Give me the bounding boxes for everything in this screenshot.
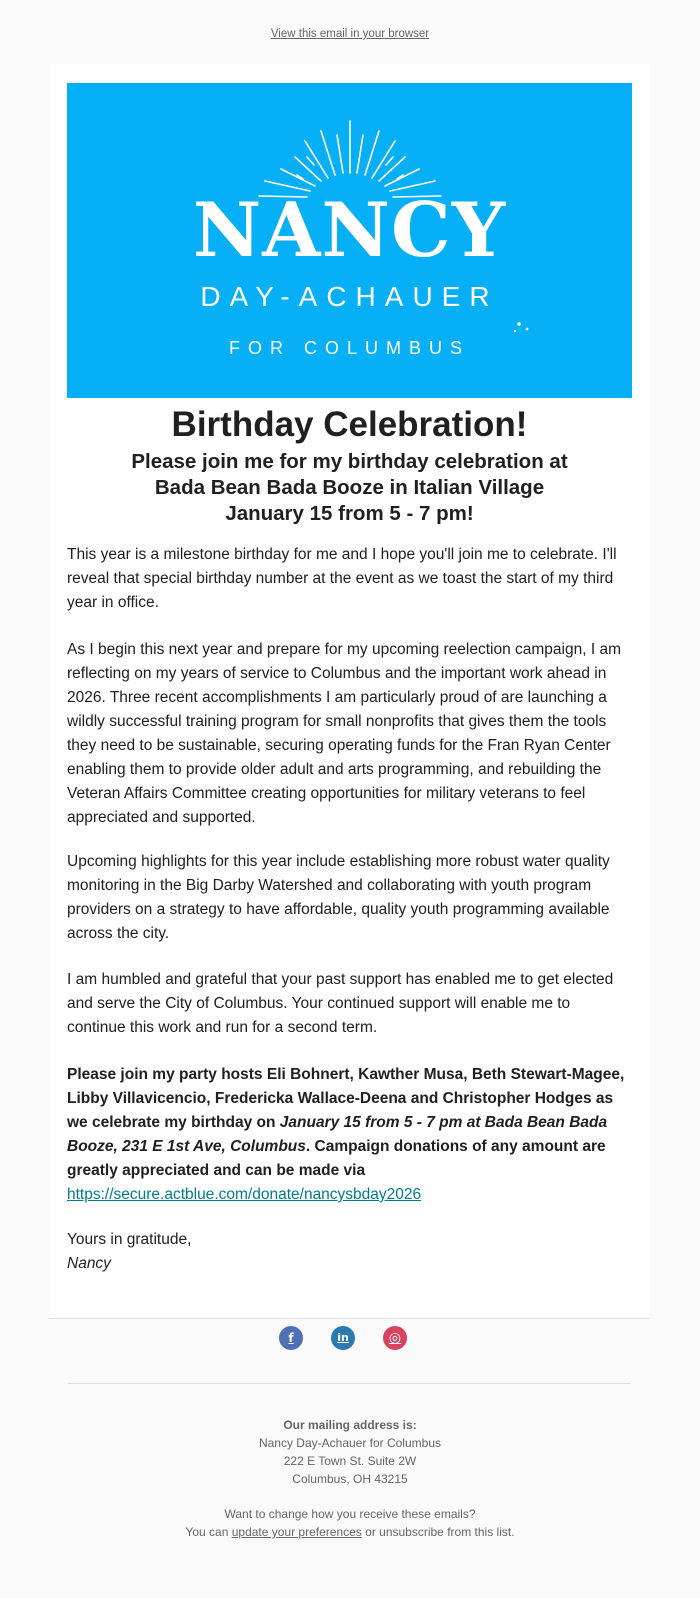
headline-line-2: Bada Bean Bada Booze in Italian Village (154, 476, 545, 499)
party-hosts-text: Please join my party hosts Eli Bohnert, Kawther Musa, Beth Stewart-Magee, Libby Villavicencio, Fredericka Wallace-Deena and Christopher Hodges as we celebrate my birthday on (67, 1066, 625, 1131)
mailing-heading: Our mailing address is: (283, 1418, 417, 1432)
logo-tagline: FOR COLUMBUS (228, 338, 470, 358)
party-hosts-paragraph (67, 1063, 632, 1207)
view-in-browser-link[interactable]: View this email in your browser (270, 28, 430, 40)
instagram-icon[interactable]: ◎ (383, 1326, 407, 1350)
logo-subname: DAY-ACHAUER (200, 281, 499, 312)
mailing-address (0, 1416, 700, 1488)
signoff: Yours in gratitude, (67, 1231, 192, 1248)
street-address: 222 E Town St. Suite 2W (283, 1454, 417, 1468)
preheader (0, 28, 700, 40)
signoff-block (67, 1228, 632, 1276)
headline-line-3: January 15 from 5 - 7 pm! (225, 502, 474, 525)
headline-line-1: Please join me for my birthday celebration at (131, 450, 568, 473)
paragraph-4: I am humbled and grateful that your past support has enabled me to get elected and serve the City of Columbus. Your continued support will enable me to continue this work and run for a second term. (67, 971, 614, 1036)
paragraph-1: This year is a milestone birthday for me and I hope you'll join me to celebrate. I'll reveal that special birthday number at the event as we toast the start of my third year in office. (67, 546, 617, 611)
update-preferences-link[interactable]: update your preferences (231, 1525, 362, 1539)
social-links (0, 1326, 700, 1350)
signature: Nancy (67, 1255, 111, 1272)
campaign-banner (67, 83, 632, 398)
donation-text: . Campaign donations of any amount are greatly appreciated and can be made via (67, 1138, 606, 1179)
org-name: Nancy Day-Achauer for Columbus (258, 1436, 442, 1450)
footer-divider (49, 1318, 650, 1319)
paragraph-2: As I begin this next year and prepare for my upcoming reelection campaign, I am reflecting on my years of service to Columbus and the important work ahead in 2026. Three recent accomplishments I am particularly proud of are launching a wildly successful training program for small nonprofits that gives them the tools they need to be sustainable, securing operating funds for the Fran Ryan Center enabling them to provide older adult and arts programming, and rebuilding the Veteran Affairs Committee creating opportunities for military veterans to feel appreciated and supported. (67, 641, 621, 826)
logo-name: NANCY (192, 186, 507, 274)
change-prompt: Want to change how you receive these emails? (224, 1507, 476, 1521)
facebook-icon[interactable]: f (279, 1326, 303, 1350)
you-can-text: You can (185, 1525, 232, 1539)
headline-title: Birthday Celebration! (171, 405, 528, 444)
email-card (49, 64, 650, 1318)
event-details: January 15 from 5 - 7 pm at Bada Bean Bada Booze, 231 E 1st Ave, Columbus (67, 1114, 608, 1155)
linkedin-icon[interactable]: in (331, 1326, 355, 1350)
city-address: Columbus, OH 43215 (292, 1472, 408, 1486)
unsubscribe-text: or unsubscribe from this list. (361, 1525, 515, 1539)
preferences-line (0, 1523, 700, 1541)
donate-link[interactable]: https://secure.actblue.com/donate/nancysbday2026 (67, 1186, 422, 1203)
headline-subtitle (67, 449, 632, 527)
preferences-block (0, 1505, 700, 1541)
paragraph-3: Upcoming highlights for this year include establishing more robust water quality monitoring in the Big Darby Watershed and collaborating with youth program providers on a strategy to have affordable, quality youth programming available across the city. (67, 853, 610, 942)
footer-divider-2 (68, 1383, 631, 1384)
